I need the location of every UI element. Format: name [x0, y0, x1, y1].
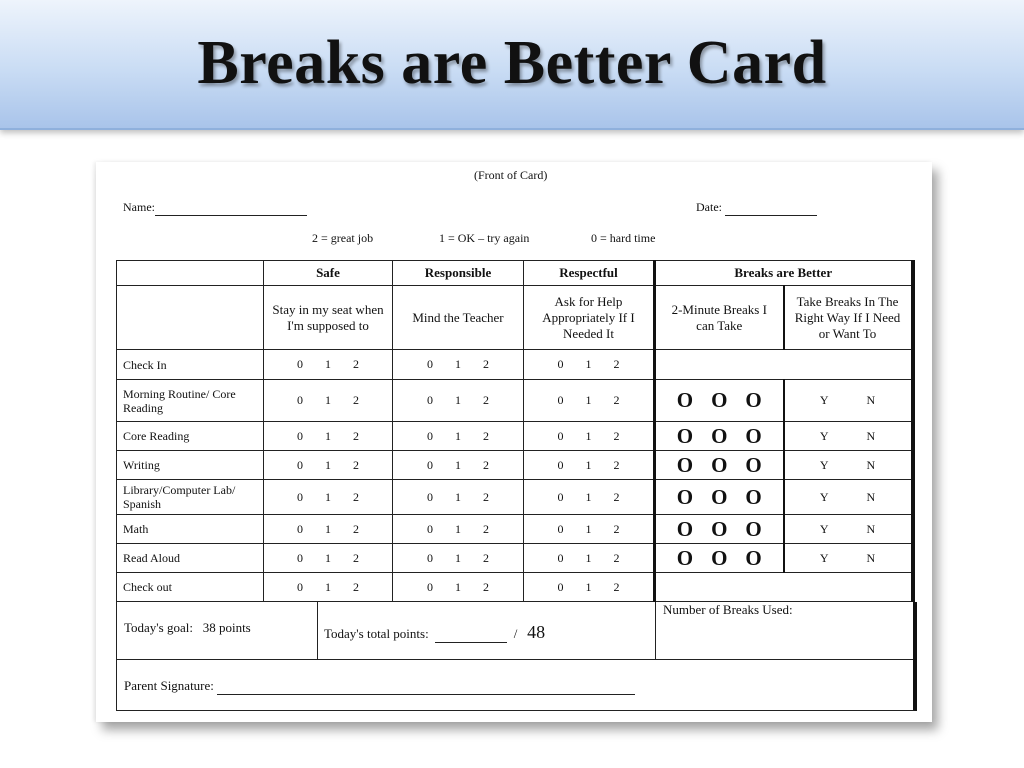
score-option[interactable]: 1 [325, 457, 331, 472]
name-label: Name: [123, 200, 155, 214]
score-scale [264, 490, 392, 505]
score-option[interactable]: 2 [613, 489, 620, 504]
score-cell-safe [264, 544, 393, 573]
score-option[interactable]: 2 [483, 457, 489, 472]
score-option[interactable]: 0 [297, 489, 303, 504]
title-banner [0, 0, 1024, 130]
yes-option[interactable]: Y [819, 428, 829, 443]
score-option[interactable]: 1 [585, 550, 592, 565]
score-option[interactable]: 0 [427, 428, 433, 443]
score-option[interactable]: 2 [613, 550, 620, 565]
score-option[interactable]: 2 [353, 550, 359, 565]
todays-total[interactable] [324, 622, 545, 643]
header-row [117, 261, 913, 286]
score-scale [524, 458, 653, 473]
score-option[interactable]: 2 [613, 393, 620, 407]
score-option[interactable]: 0 [557, 550, 564, 565]
score-cell-responsible [393, 451, 524, 480]
row-label: Check out [117, 573, 264, 602]
goal-label: Today's goal: [124, 620, 193, 635]
score-option[interactable]: 2 [353, 393, 359, 407]
score-scale [264, 580, 392, 595]
score-option[interactable]: 0 [427, 579, 433, 594]
take-breaks-cell [784, 422, 913, 451]
table-row [117, 451, 913, 480]
score-option[interactable]: 0 [557, 428, 564, 443]
score-option[interactable]: 2 [613, 579, 620, 594]
break-circle[interactable]: O [745, 484, 762, 509]
yes-option[interactable]: Y [819, 550, 829, 565]
yes-option[interactable]: Y [819, 457, 829, 472]
score-cell-respectful [524, 573, 655, 602]
legend-hard: 0 = hard time [591, 231, 656, 245]
slide-title: Breaks are Better Card [197, 29, 827, 97]
score-cell-safe [264, 515, 393, 544]
total-line [435, 626, 507, 643]
score-option[interactable]: 0 [427, 550, 433, 565]
name-line [155, 200, 307, 216]
score-option[interactable]: 2 [353, 521, 359, 536]
table-row [117, 573, 913, 602]
score-cell-respectful [524, 422, 655, 451]
score-cell-responsible [393, 515, 524, 544]
no-option[interactable]: N [866, 489, 876, 504]
score-option[interactable]: 0 [557, 457, 564, 472]
row-label: Math [117, 515, 264, 544]
table-row [117, 480, 913, 515]
score-option[interactable]: 0 [297, 428, 303, 443]
score-scale [393, 357, 523, 372]
header-breaks-are-better: Breaks are Better [655, 261, 913, 286]
no-option[interactable]: N [866, 521, 876, 536]
score-option[interactable]: 1 [325, 393, 331, 407]
date-label: Date: [696, 200, 722, 214]
two-minute-breaks-cell [655, 480, 784, 515]
breaks-empty-cell [655, 350, 913, 380]
score-scale [264, 357, 392, 372]
two-minute-breaks-cell [655, 380, 784, 422]
total-max: 48 [527, 622, 546, 642]
score-option[interactable]: 1 [455, 357, 461, 371]
score-scale [264, 522, 392, 537]
score-cell-responsible [393, 480, 524, 515]
total-label: Today's total points: [324, 626, 429, 641]
no-option[interactable]: N [866, 457, 876, 472]
table-row [117, 350, 913, 380]
score-option[interactable]: 0 [297, 357, 303, 371]
score-option[interactable]: 1 [455, 521, 461, 536]
score-cell-respectful [524, 515, 655, 544]
row-label: Read Aloud [117, 544, 264, 573]
break-circle[interactable]: O [676, 388, 694, 412]
score-scale [524, 551, 653, 566]
score-option[interactable]: 2 [483, 393, 489, 407]
score-cell-safe [264, 573, 393, 602]
score-option[interactable]: 1 [455, 550, 461, 565]
score-option[interactable]: 0 [557, 521, 564, 536]
score-option[interactable]: 2 [483, 550, 489, 565]
todays-goal [124, 620, 251, 636]
score-option[interactable]: 2 [483, 357, 489, 371]
score-scale [264, 551, 392, 566]
score-option[interactable]: 0 [297, 457, 303, 472]
score-option[interactable]: 2 [353, 357, 359, 371]
break-circle[interactable]: O [711, 516, 728, 541]
score-option[interactable]: 2 [613, 357, 620, 371]
break-circle[interactable]: O [745, 545, 762, 570]
legend-ok: 1 = OK – try again [439, 231, 530, 245]
yes-option[interactable]: Y [819, 521, 829, 536]
score-option[interactable]: 0 [427, 357, 433, 371]
score-option[interactable]: 0 [557, 489, 564, 504]
score-option[interactable]: 1 [455, 579, 461, 594]
breaks-divider [655, 602, 656, 659]
score-cell-respectful [524, 544, 655, 573]
score-cell-safe [264, 350, 393, 380]
score-option[interactable]: 2 [353, 457, 359, 472]
score-option[interactable]: 0 [297, 550, 303, 565]
score-option[interactable]: 0 [557, 579, 564, 594]
take-breaks-cell [784, 380, 913, 422]
score-scale [524, 490, 653, 505]
take-breaks-cell [784, 544, 913, 573]
score-option[interactable]: 2 [483, 489, 489, 504]
score-option[interactable]: 2 [483, 428, 489, 443]
subheader-two-minute: 2-Minute Breaks I can Take [655, 286, 784, 350]
score-option[interactable]: 0 [557, 357, 564, 371]
score-cell-safe [264, 422, 393, 451]
score-scale [524, 522, 653, 537]
score-scale [393, 393, 523, 408]
score-scale [524, 580, 653, 595]
break-circle[interactable]: O [711, 545, 728, 570]
break-circle[interactable]: O [711, 452, 728, 477]
score-cell-respectful [524, 380, 655, 422]
parent-signature-field[interactable] [124, 678, 635, 695]
score-option[interactable]: 0 [427, 457, 433, 472]
score-option[interactable]: 1 [585, 521, 592, 536]
header-safe: Safe [264, 261, 393, 286]
break-circle[interactable]: O [676, 452, 694, 477]
header-responsible: Responsible [393, 261, 524, 286]
score-option[interactable]: 1 [325, 521, 331, 536]
take-breaks-cell [784, 515, 913, 544]
total-separator: / [513, 626, 518, 641]
score-option[interactable]: 1 [585, 457, 592, 472]
score-scale [393, 429, 523, 444]
score-cell-responsible [393, 380, 524, 422]
score-option[interactable]: 0 [297, 521, 303, 536]
break-circle[interactable]: O [676, 484, 694, 509]
subheader-row [117, 286, 913, 350]
score-cell-respectful [524, 480, 655, 515]
score-cell-responsible [393, 544, 524, 573]
take-breaks-cell [784, 480, 913, 515]
score-scale [264, 458, 392, 473]
break-circle[interactable]: O [676, 516, 694, 541]
score-option[interactable]: 2 [483, 521, 489, 536]
breaks-used: Number of Breaks Used: [663, 602, 793, 617]
break-circle[interactable]: O [745, 388, 762, 412]
goal-value: 38 points [202, 620, 251, 635]
score-option[interactable]: 1 [455, 393, 461, 407]
break-circle[interactable]: O [745, 452, 762, 477]
front-of-card-label: (Front of Card) [474, 168, 548, 182]
score-option[interactable]: 2 [613, 521, 620, 536]
score-option[interactable]: 0 [427, 521, 433, 536]
score-cell-respectful [524, 350, 655, 380]
two-minute-breaks-cell [655, 451, 784, 480]
row-label: Library/Computer Lab/ Spanish [117, 480, 264, 515]
break-circle[interactable]: O [745, 423, 762, 448]
score-scale [524, 357, 653, 372]
no-option[interactable]: N [866, 428, 876, 443]
score-option[interactable]: 2 [353, 428, 359, 443]
take-breaks-cell [784, 451, 913, 480]
score-cell-safe [264, 380, 393, 422]
score-option[interactable]: 1 [325, 357, 331, 371]
score-option[interactable]: 1 [585, 489, 592, 504]
behavior-card [96, 162, 932, 722]
score-option[interactable]: 1 [455, 428, 461, 443]
score-scale [524, 429, 653, 444]
yes-option[interactable]: Y [819, 489, 829, 504]
score-scale [264, 393, 392, 408]
break-circle[interactable]: O [745, 516, 762, 541]
score-scale [264, 429, 392, 444]
row-label: Core Reading [117, 422, 264, 451]
subheader-respectful: Ask for Help Appropriately If I Needed It [524, 286, 655, 350]
table-row [117, 515, 913, 544]
legend-great: 2 = great job [312, 231, 374, 245]
table-row [117, 422, 913, 451]
two-minute-breaks-cell [655, 515, 784, 544]
score-scale [393, 458, 523, 473]
break-circle[interactable]: O [711, 484, 728, 509]
header-respectful: Respectful [524, 261, 655, 286]
subheader-take-breaks: Take Breaks In The Right Way If I Need or Want To [784, 286, 913, 350]
table-row [117, 544, 913, 573]
yes-option[interactable]: Y [819, 393, 829, 407]
score-cell-responsible [393, 573, 524, 602]
score-option[interactable]: 0 [297, 579, 303, 594]
bottom-section [116, 602, 917, 711]
score-cell-safe [264, 480, 393, 515]
score-option[interactable]: 1 [455, 489, 461, 504]
score-option[interactable]: 1 [325, 428, 331, 443]
score-option[interactable]: 0 [427, 393, 433, 407]
score-cell-responsible [393, 422, 524, 451]
break-circle[interactable]: O [676, 423, 694, 448]
break-circle[interactable]: O [711, 388, 728, 412]
name-field[interactable] [123, 200, 307, 216]
no-option[interactable]: N [866, 393, 876, 407]
score-option[interactable]: 1 [585, 393, 592, 407]
score-scale [393, 580, 523, 595]
score-option[interactable]: 1 [325, 579, 331, 594]
subheader-safe: Stay in my seat when I'm supposed to [264, 286, 393, 350]
score-option[interactable]: 0 [297, 393, 303, 407]
two-minute-breaks-cell [655, 544, 784, 573]
score-scale [393, 522, 523, 537]
score-cell-responsible [393, 350, 524, 380]
score-cell-safe [264, 451, 393, 480]
row-label: Check In [117, 350, 264, 380]
score-option[interactable]: 2 [613, 457, 620, 472]
two-minute-breaks-cell [655, 422, 784, 451]
score-cell-respectful [524, 451, 655, 480]
score-option[interactable]: 2 [353, 489, 359, 504]
goal-divider [317, 602, 318, 659]
score-scale [393, 490, 523, 505]
score-option[interactable]: 0 [427, 489, 433, 504]
date-line [725, 200, 817, 216]
score-option[interactable]: 2 [613, 428, 620, 443]
score-option[interactable]: 1 [585, 428, 592, 443]
score-option[interactable]: 1 [585, 357, 592, 371]
header-blank [117, 261, 264, 286]
score-option[interactable]: 1 [585, 579, 592, 594]
score-option[interactable]: 1 [455, 457, 461, 472]
break-circle[interactable]: O [711, 423, 728, 448]
row-label: Morning Routine/ Core Reading [117, 380, 264, 422]
parent-signature-label: Parent Signature: [124, 678, 214, 693]
date-field[interactable] [696, 200, 817, 216]
table-row [117, 380, 913, 422]
behavior-table [116, 260, 915, 602]
subheader-blank [117, 286, 264, 350]
signature-line [217, 678, 635, 695]
subheader-responsible: Mind the Teacher [393, 286, 524, 350]
score-option[interactable]: 2 [353, 579, 359, 594]
score-scale [524, 393, 653, 408]
breaks-empty-cell [655, 573, 913, 602]
score-option[interactable]: 1 [325, 489, 331, 504]
no-option[interactable]: N [866, 550, 876, 565]
score-option[interactable]: 1 [325, 550, 331, 565]
score-option[interactable]: 0 [557, 393, 564, 407]
signature-divider [117, 659, 913, 660]
score-option[interactable]: 2 [483, 579, 489, 594]
score-scale [393, 551, 523, 566]
break-circle[interactable]: O [676, 545, 694, 570]
row-label: Writing [117, 451, 264, 480]
